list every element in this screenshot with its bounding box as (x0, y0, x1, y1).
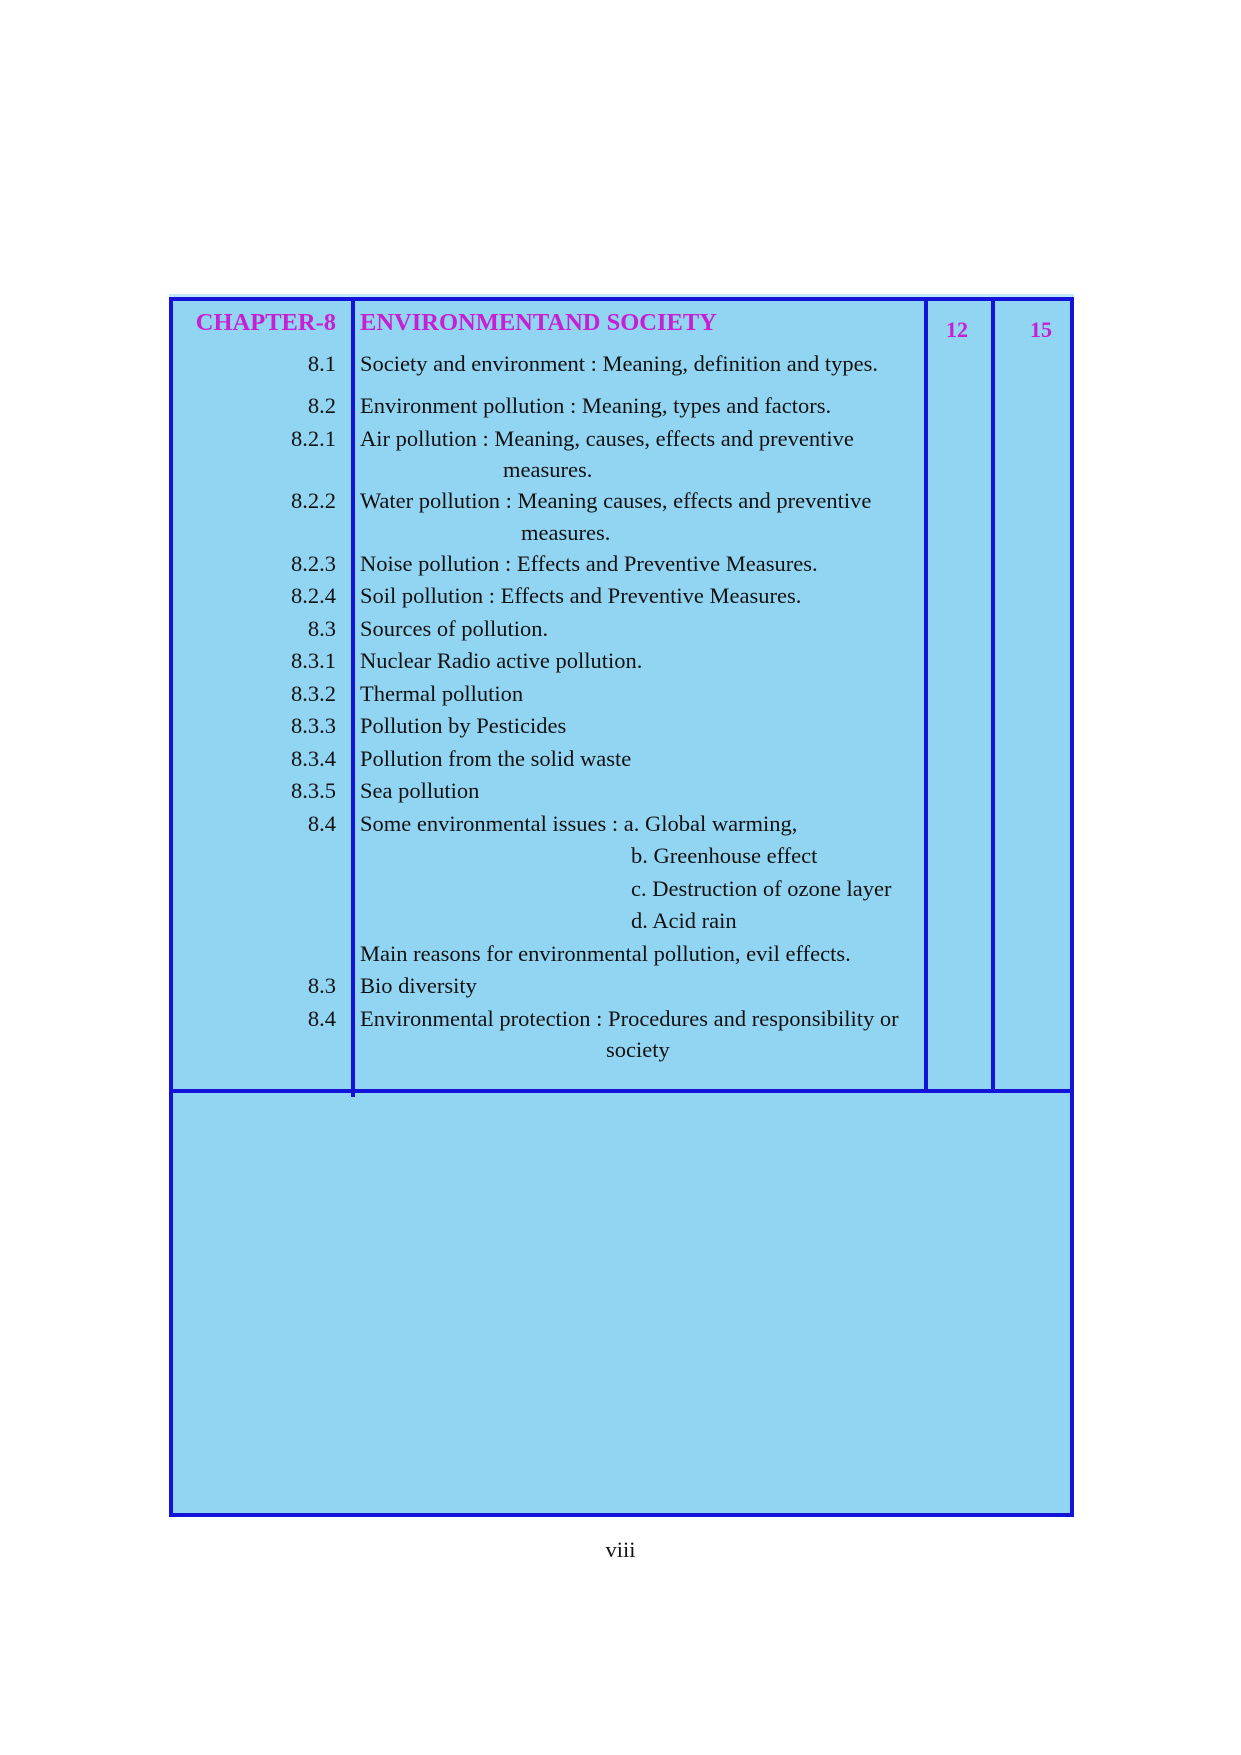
page-number: viii (605, 1537, 636, 1562)
topic-text: Thermal pollution (360, 680, 524, 706)
topic-row (169, 678, 926, 711)
topic-number: 8.3.3 (291, 713, 336, 738)
column-4-number: 15 (1030, 317, 1052, 342)
topic-text-continuation: measures. (521, 519, 611, 545)
column-divider-third (991, 297, 995, 1091)
topic-text: Society and environment : Meaning, definition and types. (360, 351, 879, 376)
topic-text-continuation: society (606, 1037, 670, 1062)
topic-number-empty (169, 938, 336, 971)
topic-number: 8.4 (307, 1005, 336, 1031)
chapter-title: ENVIRONMENTAND SOCIETY (360, 309, 717, 336)
topic-number: 8.3.1 (291, 648, 336, 673)
topic-subitem: d. Acid rain (631, 908, 737, 933)
topic-text: Sea pollution (360, 778, 480, 803)
topic-row (169, 390, 926, 423)
topic-text: Pollution by Pesticides (360, 713, 567, 738)
syllabus-topics (169, 348, 926, 1065)
topic-text: Nuclear Radio active pollution. (360, 648, 643, 673)
topic-subitem: c. Destruction of ozone layer (631, 875, 892, 901)
topic-number: 8.3.4 (291, 745, 336, 771)
topic-text: Main reasons for environmental pollution, evil effects. (360, 940, 851, 966)
topic-text-continuation: measures. (503, 457, 593, 482)
topic-number: 8.2.3 (291, 550, 336, 576)
column-3-number: 12 (946, 317, 968, 342)
topic-number: 8.2.1 (291, 425, 336, 451)
topic-row (169, 1003, 926, 1036)
topic-text: Air pollution : Meaning, causes, effects and preventive (360, 425, 854, 451)
topic-text: Bio diversity (360, 973, 477, 998)
topic-number: 8.2 (307, 393, 336, 418)
topic-number: 8.3 (307, 973, 336, 998)
topic-text: Pollution from the solid waste (360, 745, 632, 771)
topic-row (169, 645, 926, 678)
topic-row (169, 710, 926, 743)
topic-text: Environment pollution : Meaning, types and factors. (360, 393, 832, 418)
topic-number: 8.3.2 (291, 680, 336, 706)
topic-text: Environmental protection : Procedures and responsibility or (360, 1005, 899, 1031)
topic-number: 8.1 (307, 351, 336, 376)
topic-text: Soil pollution : Effects and Preventive Measures. (360, 583, 802, 608)
topic-number: 8.3.5 (291, 778, 336, 803)
topic-text: Sources of pollution. (360, 615, 549, 641)
topic-row (169, 580, 926, 613)
row-divider (169, 1089, 1074, 1093)
topic-number: 8.2.4 (291, 583, 336, 608)
topic-row (169, 970, 926, 1003)
chapter-label: CHAPTER-8 (195, 309, 336, 336)
topic-row (169, 348, 926, 381)
topic-row (169, 613, 926, 646)
topic-row (169, 423, 926, 456)
topic-row (169, 808, 926, 841)
topic-row (169, 743, 926, 776)
topic-number: 8.3 (307, 615, 336, 641)
topic-text: Noise pollution : Effects and Preventive Measures. (360, 550, 818, 576)
topic-row (169, 485, 926, 518)
topic-number: 8.2.2 (291, 488, 336, 513)
topic-text: Water pollution : Meaning causes, effects and preventive (360, 488, 872, 513)
topic-number: 8.4 (307, 810, 336, 836)
topic-row (169, 548, 926, 581)
topic-subitem: b. Greenhouse effect (631, 843, 818, 868)
topic-row (169, 775, 926, 808)
topic-text: Some environmental issues : a. Global warming, (360, 810, 798, 836)
topic-row (169, 938, 926, 971)
